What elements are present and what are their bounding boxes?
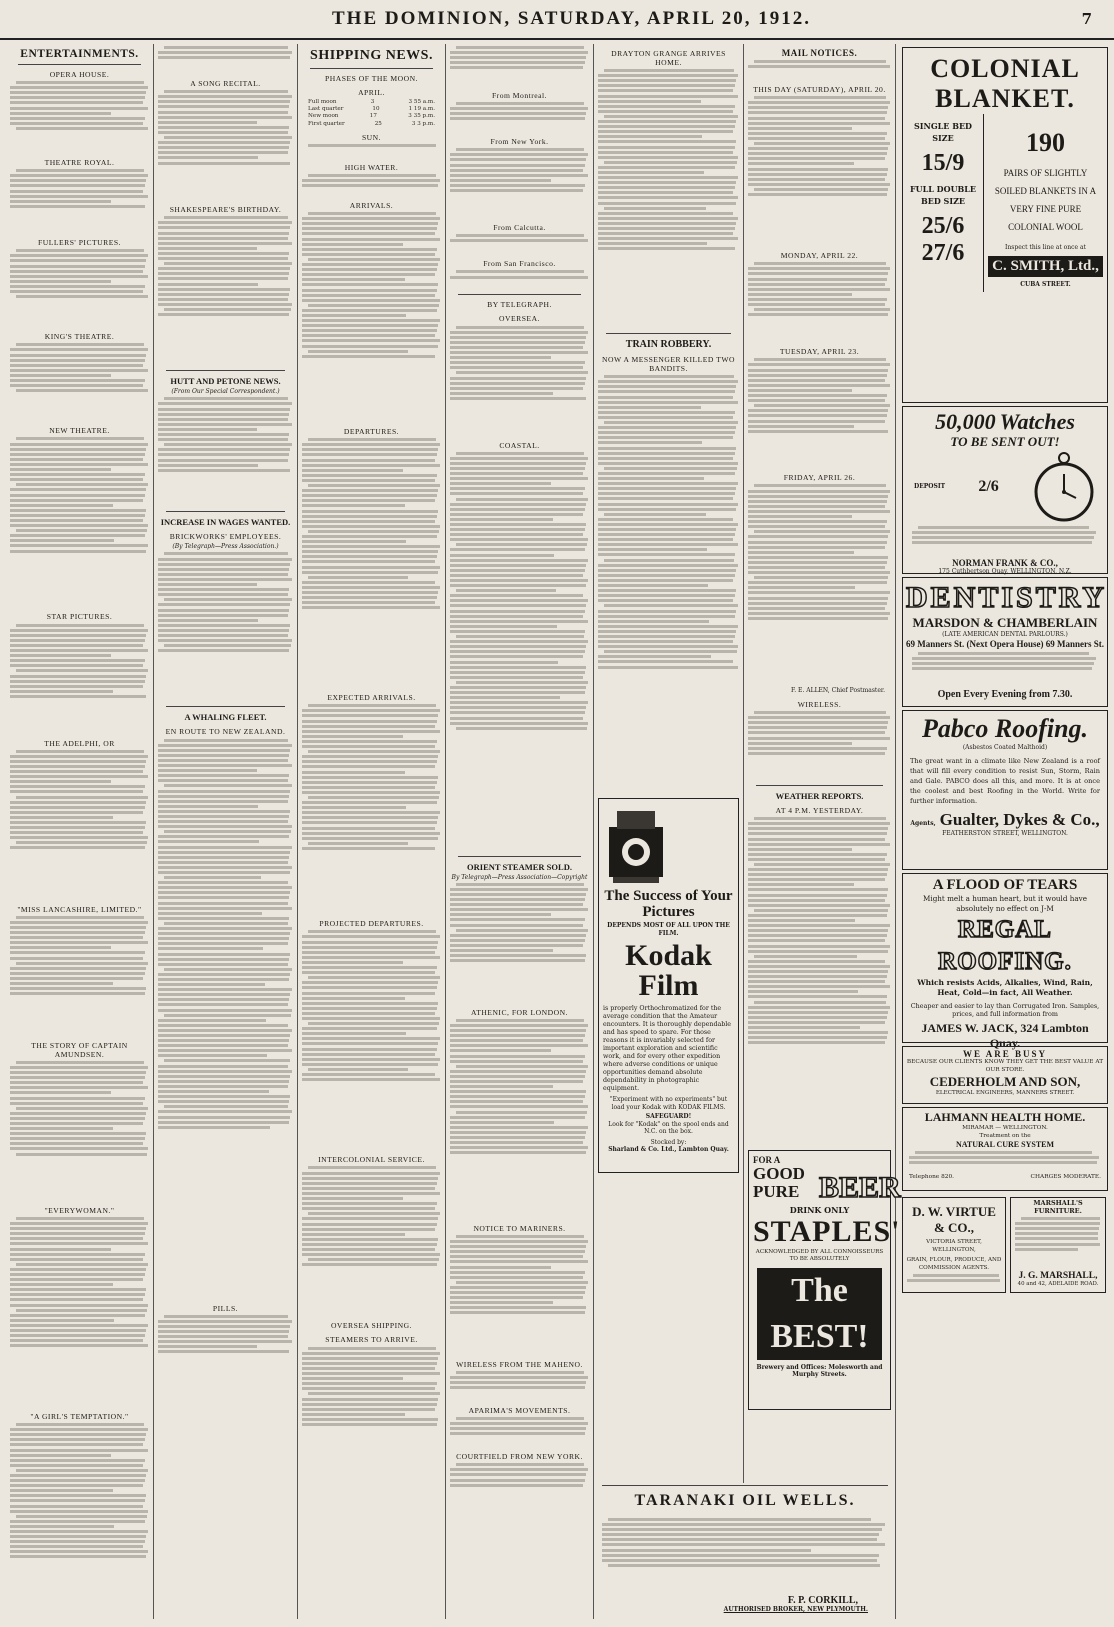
lahmann-place: MIRAMAR — WELLINGTON.	[962, 1125, 1048, 1131]
regal-resists: Which resists Acids, Alkalies, Wind, Rain, Heat, Cold—in fact, All Weather.	[917, 978, 1093, 997]
section-title: BRICKWORKS' EMPLOYEES.	[169, 532, 282, 542]
taranaki-body	[602, 1518, 888, 1592]
body-text	[450, 148, 589, 218]
beer-best: The BEST!	[757, 1268, 882, 1360]
kodak-stocked: Stocked by:	[650, 1138, 687, 1146]
divider	[458, 294, 581, 295]
divider	[606, 333, 731, 334]
beer-pure: PURE	[753, 1182, 800, 1202]
marshall-body	[1015, 1217, 1101, 1269]
kodak-quote: "Experiment with no experiments" but load your Kodak with KODAK FILMS.	[609, 1096, 728, 1111]
section-title: "MISS LANCASHIRE, LIMITED."	[17, 904, 142, 914]
beer-brand: STAPLES'	[753, 1214, 901, 1248]
blanket-prices	[903, 114, 984, 292]
regal-roofing-ad	[902, 873, 1108, 1050]
divider	[166, 370, 285, 371]
deposit-amount: 2/6	[978, 478, 999, 495]
section-title: A WHALING FLEET.	[184, 712, 267, 723]
moon-row	[308, 106, 435, 113]
section-title: STEAMERS TO ARRIVE.	[325, 1335, 418, 1345]
body-text	[10, 249, 149, 327]
section-title: WEATHER REPORTS.	[775, 791, 864, 802]
moon-time: 3 35 p.m.	[408, 113, 435, 120]
section-title: "A GIRL'S TEMPTATION."	[30, 1411, 129, 1421]
blanket-title: COLONIAL	[930, 54, 1080, 83]
virtue-firm-co: & CO.,	[933, 1220, 975, 1235]
watches-ad	[902, 406, 1108, 574]
column-mail-and-ads	[744, 44, 901, 1619]
regal-flood: A FLOOD OF TEARS	[932, 877, 1078, 893]
body-text	[748, 817, 891, 1147]
body-text	[450, 270, 589, 290]
section-title: ATHENIC, FOR LONDON.	[471, 1007, 568, 1017]
body-text	[450, 1019, 589, 1219]
section-title: PILLS.	[212, 1303, 239, 1313]
section-title: THE ADELPHI, OR	[44, 738, 115, 748]
section-title: ORIENT STEAMER SOLD.	[467, 861, 572, 872]
section-title: THEATRE ROYAL.	[44, 158, 115, 168]
colonial-blanket-ad	[902, 47, 1108, 403]
lahmann-cure: NATURAL CURE SYSTEM	[955, 1140, 1055, 1149]
watches-sent-out: TO BE SENT OUT!	[950, 434, 1060, 449]
moon-time: 3 55 a.m.	[408, 99, 435, 105]
body-text	[158, 552, 293, 702]
section-subtitle: (From Our Special Correspondent.)	[171, 388, 280, 396]
body-text	[302, 144, 441, 158]
body-text	[10, 169, 149, 233]
virtue-trade: GRAIN, FLOUR, PRODUCE, AND COMMISSION AGENTS.	[906, 1257, 1002, 1271]
section-title: DRAYTON GRANGE ARRIVES HOME.	[611, 49, 726, 67]
marshall-ad	[1010, 1197, 1106, 1293]
kodak-ad	[598, 798, 739, 1173]
divider	[18, 64, 141, 65]
single-size-label: SINGLE BED SIZE	[914, 121, 972, 143]
beer-word: BEER	[819, 1171, 901, 1205]
body-text	[10, 916, 149, 1036]
moon-phase: Full moon	[308, 99, 337, 105]
body-text	[450, 1371, 589, 1401]
section-title: OVERSEA.	[499, 314, 540, 324]
body-text	[450, 1417, 589, 1447]
regal-firm: JAMES W. JACK, 324 Lambton Quay.	[921, 1021, 1089, 1050]
section-title: EN ROUTE TO NEW ZEALAND.	[165, 727, 286, 737]
dentistry-open: Open Every Evening from 7.30.	[937, 688, 1073, 700]
body-text	[450, 452, 589, 852]
lahmann-phone: Telephone 820.	[909, 1174, 954, 1181]
lahmann-footer	[905, 1174, 1105, 1182]
section-title: THIS DAY (SATURDAY), APRIL 20.	[753, 85, 886, 95]
body-text	[450, 102, 589, 132]
divider	[166, 706, 285, 707]
camera-illustration	[605, 807, 667, 887]
bottom-ads-row	[902, 1194, 1108, 1296]
column-news-and-ads	[594, 44, 744, 1619]
section-subtitle: By Telegraph—Press Association—Copyright	[451, 873, 588, 881]
blanket-shop: C. SMITH, Ltd.,	[988, 256, 1103, 277]
column-shipping-continued	[446, 44, 594, 1619]
kodak-depends: DEPENDS MOST OF ALL UPON THE FILM.	[607, 922, 730, 937]
pabco-body: The great want in a climate like New Zealand is a roof that will fill every condition to resist Sun, Storm, Rain and Gale. PABCO does all this, and more. It is at once the coolest and best Roofing in the World. Write for further information.	[910, 756, 1100, 805]
section-title: AT 4 P.M. YESTERDAY.	[775, 806, 864, 816]
section-title: TUESDAY, APRIL 23.	[779, 347, 860, 357]
dentistry-late: (LATE AMERICAN DENTAL PARLOURS.)	[942, 631, 1068, 638]
lahmann-charges: CHARGES MODERATE.	[1030, 1174, 1101, 1181]
section-title: STAR PICTURES.	[46, 612, 113, 622]
section-title: APRIL.	[358, 88, 385, 97]
cederholm-busy: WE ARE BUSY	[962, 1049, 1047, 1059]
section-title: BY TELEGRAPH.	[487, 300, 552, 310]
kodak-brand: Kodak	[625, 939, 712, 973]
double-price-2: 27/6	[921, 240, 965, 266]
virtue-ad	[902, 1197, 1006, 1293]
body-text	[158, 1315, 293, 1375]
lahmann-ad	[902, 1107, 1108, 1191]
section-title: APARIMA'S MOVEMENTS.	[468, 1406, 571, 1416]
dentistry-price-list	[912, 652, 1098, 686]
body-text	[10, 81, 149, 153]
taranaki-notice	[598, 1483, 892, 1623]
section-title: FRIDAY, APRIL 26.	[783, 473, 856, 483]
section-title: THE STORY OF CAPTAIN AMUNDSEN.	[31, 1040, 128, 1059]
kodak-headline: The Success of Your Pictures	[604, 888, 733, 921]
virtue-firm: D. W. VIRTUE	[912, 1204, 996, 1219]
section-title: NOW A MESSENGER KILLED TWO BANDITS.	[602, 355, 735, 374]
body-text	[10, 1061, 149, 1201]
blanket-inspect: Inspect this line at once at	[1005, 244, 1086, 251]
cederholm-firm: CEDERHOLM AND SON,	[929, 1074, 1081, 1089]
body-text	[302, 1166, 441, 1316]
pabco-agents-row	[906, 810, 1104, 830]
moon-row	[308, 121, 435, 128]
body-text	[10, 1217, 149, 1407]
body-text	[158, 216, 293, 366]
divider	[602, 1485, 888, 1486]
body-text	[748, 484, 891, 684]
marshall-firm: J. G. MARSHALL,	[1018, 1271, 1098, 1282]
section-heading: ENTERTAINMENTS.	[20, 48, 139, 60]
section-title: NEW THEATRE.	[49, 426, 110, 436]
body-text	[450, 883, 589, 1003]
section-title: OVERSEA SHIPPING.	[330, 1321, 413, 1331]
marshall-title: MARSHALL'S FURNITURE.	[1033, 1199, 1083, 1215]
moon-row	[308, 113, 435, 120]
section-title: PHASES OF THE MOON.	[325, 74, 418, 83]
dentistry-firm: MARSDON & CHAMBERLAIN	[912, 615, 1098, 630]
body-text	[598, 375, 739, 795]
section-title: "EVERYWOMAN."	[44, 1205, 115, 1215]
kodak-stockist: Sharland & Co. Ltd., Lambton Quay.	[608, 1146, 729, 1154]
section-title: DEPARTURES.	[343, 427, 400, 437]
dentistry-ad	[902, 577, 1108, 707]
moon-day: 17	[369, 113, 377, 120]
body-text	[10, 343, 149, 421]
dentistry-address: 69 Manners St. (Next Opera House) 69 Manners St.	[906, 638, 1104, 649]
kodak-look: Look for "Kodak" on the spool ends and N.C. on the box.	[608, 1120, 729, 1136]
section-subtitle: (By Telegraph—Press Association.)	[172, 543, 279, 551]
section-title: WIRELESS FROM THE MAHENO.	[456, 1359, 583, 1369]
section-title: HIGH WATER.	[344, 162, 399, 172]
regal-title: REGAL ROOFING.	[938, 916, 1072, 975]
moon-phase: New moon	[308, 113, 339, 120]
staples-beer-ad	[748, 1150, 901, 1410]
section-title: NOTICE TO MARINERS.	[473, 1223, 566, 1233]
section-title: INTERCOLONIAL SERVICE.	[318, 1155, 425, 1165]
watches-firm: NORMAN FRANK & CO.,	[952, 558, 1058, 569]
moon-phase: Last quarter	[308, 106, 344, 113]
body-text	[748, 60, 891, 80]
beer-good: GOOD	[753, 1164, 805, 1184]
body-text	[10, 437, 149, 607]
section-title: ARRIVALS.	[349, 201, 394, 210]
blanket-desc-box	[984, 114, 1107, 292]
body-text	[158, 397, 293, 507]
section-title: EXPECTED ARRIVALS.	[327, 693, 416, 703]
kodak-safeguard: SAFEGUARD!	[645, 1113, 692, 1121]
mail-signature: F. E. ALLEN, Chief Postmaster.	[791, 687, 885, 695]
beer-address: Brewery and Offices: Molesworth and Murphy Streets.	[756, 1363, 883, 1379]
lahmann-title: LAHMANN HEALTH HOME.	[924, 1110, 1086, 1124]
body-text	[748, 96, 891, 246]
page-number: 7	[1081, 10, 1092, 28]
body-text	[450, 46, 589, 86]
section-title: COURTFIELD FROM NEW YORK.	[456, 1452, 583, 1462]
blanket-street: CUBA STREET.	[1020, 280, 1071, 288]
marshall-address: 40 and 42, ADELAIDE ROAD.	[1017, 1281, 1099, 1288]
body-text	[748, 711, 891, 781]
body-text	[450, 1235, 589, 1355]
section-title: SUN.	[361, 132, 382, 142]
body-text	[302, 1347, 441, 1467]
section-title: MONDAY, APRIL 22.	[780, 251, 859, 261]
regal-cheaper: Cheaper and easier to lay than Corrugated Iron. Samples, prices, and full information from	[910, 1002, 1100, 1018]
dentistry-title: DENTISTRY	[906, 581, 1107, 614]
section-title: From Calcutta.	[493, 223, 546, 233]
kodak-brand-film: Film	[638, 969, 699, 1003]
section-title: SHAKESPEARE'S BIRTHDAY.	[169, 205, 282, 215]
body-text	[10, 750, 149, 900]
section-title: From San Francisco.	[483, 259, 556, 269]
lahmann-body	[909, 1151, 1101, 1173]
watches-headline	[906, 410, 1104, 434]
section-title: OPERA HOUSE.	[49, 70, 110, 79]
virtue-body	[907, 1274, 1001, 1292]
body-text	[158, 739, 293, 1299]
section-title: HUTT AND PETONE NEWS.	[170, 376, 281, 387]
section-heading: SHIPPING NEWS.	[310, 48, 433, 63]
lahmann-treatment: Treatment on the	[979, 1132, 1031, 1139]
section-title: From Montreal.	[491, 91, 548, 101]
body-text	[302, 438, 441, 688]
watches-word: Watches	[999, 409, 1075, 434]
blanket-count: 190	[1026, 128, 1065, 157]
body-text	[158, 46, 293, 74]
moon-row	[308, 99, 435, 106]
taranaki-signature: F. P. CORKILL,	[787, 1595, 858, 1606]
pabco-title: Pabco Roofing.	[921, 714, 1089, 743]
column-news	[154, 44, 298, 1619]
watches-body	[912, 526, 1098, 556]
divider	[458, 856, 581, 857]
watches-deposit-row	[906, 450, 1104, 524]
taranaki-title: TARANAKI OIL WELLS.	[634, 1492, 856, 1509]
section-title: From New York.	[490, 137, 549, 147]
kodak-body: is properly Orthochromatized for the average condition that the Amateur encounters. It is thoroughly dependable and has speed to spare. For those reasons it is invariably selected for important exploration and scientific work, and for every other expedition where adverse conditions or unique opportunities demand absolute dependability in photographic equipment.	[603, 1005, 731, 1093]
moon-time: 1 19 a.m.	[408, 106, 435, 113]
body-text	[302, 174, 441, 196]
virtue-address: VICTORIA STREET, WELLINGTON,	[926, 1239, 982, 1253]
cederholm-ad	[902, 1046, 1108, 1104]
taranaki-agent: AUTHORISED BROKER, NEW PLYMOUTH.	[723, 1606, 868, 1613]
section-heading: MAIL NOTICES.	[781, 48, 858, 58]
single-price: 15/9	[921, 150, 965, 176]
moon-time: 3 3 p.m.	[411, 120, 435, 127]
pabco-ad	[902, 710, 1108, 870]
body-text	[450, 326, 589, 436]
section-title: INCREASE IN WAGES WANTED.	[160, 517, 291, 528]
masthead	[0, 0, 1114, 40]
pabco-sub: (Asbestos Coated Malthoid)	[962, 744, 1048, 751]
moon-phase: First quarter	[308, 120, 345, 127]
watches-address: 175 Cuthbertson Quay, WELLINGTON, N.Z.	[938, 568, 1072, 576]
deposit-label: DEPOSIT	[914, 483, 946, 491]
body-text	[302, 704, 441, 914]
section-title: TRAIN ROBBERY.	[625, 339, 712, 351]
divider	[756, 785, 883, 786]
body-text	[302, 930, 441, 1150]
blanket-title-2: BLANKET.	[935, 84, 1075, 113]
body-text	[158, 90, 293, 200]
beer-acknowledged: ACKNOWLEDGED BY ALL CONNOISSEURS TO BE ABSOLUTELY	[755, 1248, 884, 1263]
pabco-street: FEATHERSTON STREET, WELLINGTON.	[942, 829, 1068, 837]
column-advertisements	[896, 44, 1114, 1619]
moon-day: 10	[372, 106, 380, 113]
divider	[166, 511, 285, 512]
body-text	[450, 1463, 589, 1503]
blanket-description: PAIRS OF SLIGHTLY SOILED BLANKETS IN A VERY FINE PURE COLONIAL WOOL	[994, 168, 1097, 232]
moon-table	[302, 99, 441, 128]
body-text	[10, 624, 149, 734]
body-text	[748, 262, 891, 342]
double-price-1: 25/6	[921, 213, 965, 239]
body-text	[450, 234, 589, 254]
divider	[310, 68, 433, 69]
pocket-watch-icon	[1032, 450, 1096, 524]
column-shipping	[298, 44, 446, 1619]
body-text	[598, 69, 739, 329]
cederholm-trade: ELECTRICAL ENGINEERS, MANNERS STREET.	[935, 1090, 1075, 1096]
column-entertainments	[6, 44, 154, 1619]
moon-day: 3	[370, 99, 375, 105]
section-title: A SONG RECITAL.	[190, 79, 261, 89]
blanket-body	[903, 114, 1107, 292]
section-title: WIRELESS.	[797, 699, 842, 709]
double-size-label: FULL DOUBLE BED SIZE	[909, 184, 977, 206]
beer-for-a: FOR A	[753, 1155, 781, 1166]
regal-line: Might melt a human heart, but it would have absolutely no effect on J-M	[923, 894, 1087, 913]
body-text	[748, 358, 891, 468]
section-title: FULLERS' PICTURES.	[38, 238, 121, 248]
cederholm-because: BECAUSE OUR CLIENTS KNOW THEY GET THE BEST VALUE AT OUR STORE.	[906, 1059, 1104, 1073]
body-text	[302, 212, 441, 422]
pabco-firm: Gualter, Dykes & Co.,	[939, 809, 1100, 829]
section-title: COASTAL.	[499, 440, 540, 450]
section-title: KING'S THEATRE.	[44, 332, 115, 342]
watches-count: 50,000	[935, 409, 996, 434]
body-text	[10, 1423, 149, 1623]
pabco-agents: Agents,	[910, 819, 936, 827]
section-title: PROJECTED DEPARTURES.	[319, 919, 424, 929]
moon-day: 25	[374, 120, 382, 127]
newspaper-title: THE DOMINION, SATURDAY, APRIL 20, 1912.	[332, 8, 812, 29]
beer-drink: DRINK ONLY	[789, 1205, 850, 1216]
